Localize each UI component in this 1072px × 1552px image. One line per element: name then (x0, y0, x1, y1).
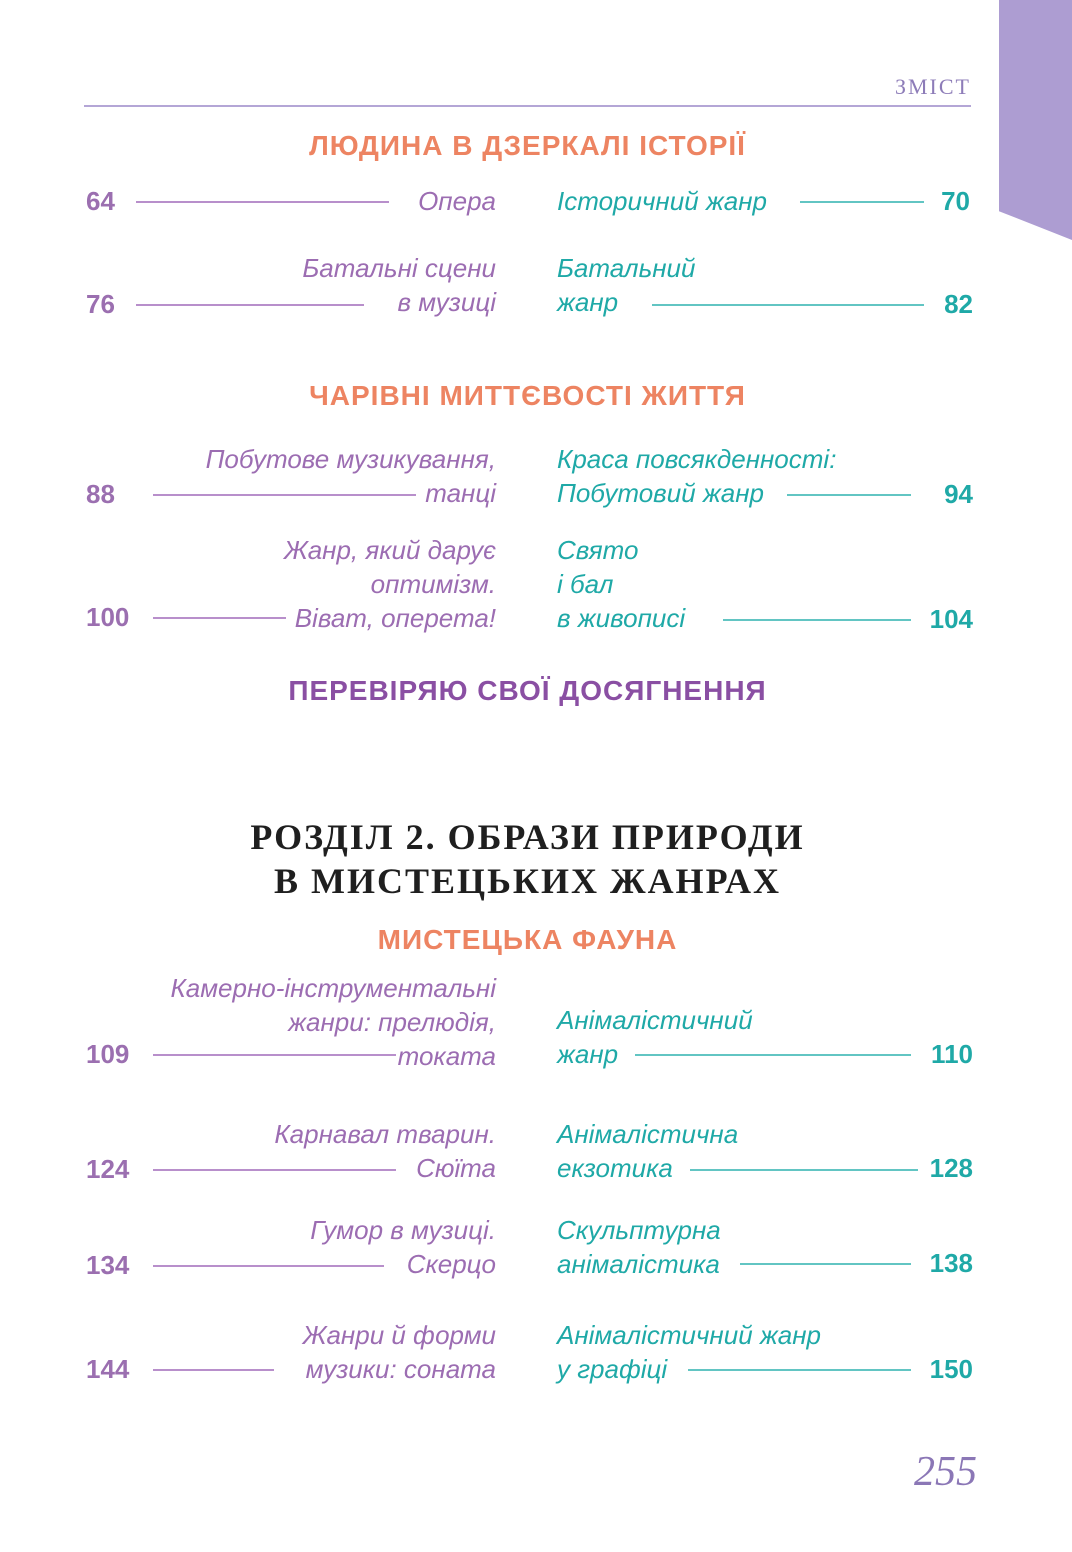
toc-entry-left[interactable]: Карнавал тварин. Сюїта (274, 1119, 496, 1183)
toc-leader-line (800, 201, 924, 203)
running-head: ЗМІСТ (894, 74, 971, 99)
toc-page-left[interactable]: 76 (86, 289, 115, 319)
toc-entry-right[interactable]: Анімалістичний жанр у графіці (557, 1320, 821, 1384)
toc-entry-left[interactable]: Батальні сцени в музиці (302, 253, 496, 317)
toc-page-left[interactable]: 88 (86, 479, 115, 509)
toc-entry-right[interactable]: Анімалістична екзотика (557, 1119, 739, 1183)
toc-page-right[interactable]: 94 (944, 479, 973, 509)
toc-entry-left[interactable]: Гумор в музиці. Скерцо (310, 1215, 496, 1279)
toc-leader-line (787, 494, 911, 496)
toc-entry-right[interactable]: Краса повсякденності: Побутовий жанр (557, 444, 837, 508)
header-rule (84, 105, 971, 107)
toc-page-left[interactable]: 124 (86, 1154, 130, 1184)
toc-leader-line (136, 201, 389, 203)
toc-entry-left[interactable]: Жанр, який дарує оптимізм. Віват, оперета! (283, 535, 496, 633)
toc-page-right[interactable]: 138 (929, 1248, 973, 1278)
toc-leader-line (153, 1369, 274, 1371)
toc-leader-line (153, 617, 286, 619)
toc-page-right[interactable]: 110 (931, 1039, 973, 1069)
chapter-title: РОЗДІЛ 2. ОБРАЗИ ПРИРОДИ В МИСТЕЦЬКИХ ЖАНРАХ (250, 817, 805, 901)
toc-leader-line (635, 1054, 911, 1056)
toc-leader-line (688, 1369, 911, 1371)
toc-entry-right[interactable]: Анімалістичний жанр (557, 1005, 753, 1069)
toc-entry-right[interactable]: Свято і бал в живописі (557, 535, 686, 633)
chapter-tab (999, 0, 1072, 240)
toc-entry-right[interactable]: Батальний жанр (557, 253, 696, 317)
toc-entry-left[interactable]: Камерно-інструментальні жанри: прелюдія, токата (170, 973, 496, 1071)
section-title: ЛЮДИНА В ДЗЕРКАЛІ ІСТОРІЇ (309, 130, 746, 161)
page-number: 255 (914, 1449, 977, 1495)
toc-page-right[interactable]: 150 (929, 1354, 973, 1384)
toc-page-right[interactable]: 128 (929, 1153, 973, 1183)
toc-leader-line (690, 1169, 918, 1171)
section-title: ЧАРІВНІ МИТТЄВОСТІ ЖИТТЯ (309, 380, 746, 411)
toc-entry-left[interactable]: Опера (418, 186, 496, 216)
toc-page-right[interactable]: 104 (929, 604, 973, 634)
toc-page-left[interactable]: 64 (86, 186, 115, 216)
toc-leader-line (723, 619, 911, 621)
toc-leader-line (652, 304, 924, 306)
toc-page-right[interactable]: 82 (944, 289, 973, 319)
toc-entry-left[interactable]: Жанри й форми музики: соната (302, 1320, 496, 1384)
toc-page-left[interactable]: 144 (86, 1354, 130, 1384)
toc-page-left[interactable]: 109 (86, 1039, 130, 1069)
toc-leader-line (740, 1263, 911, 1265)
section-title[interactable]: ПЕРЕВІРЯЮ СВОЇ ДОСЯГНЕННЯ (288, 675, 767, 706)
toc-page-left[interactable]: 100 (86, 602, 130, 632)
toc-entry-right[interactable]: Скульптурна анімалістика (557, 1215, 721, 1279)
toc-page-right[interactable]: 70 (941, 186, 970, 216)
toc-entry-right[interactable]: Історичний жанр (557, 186, 767, 216)
toc-entry-left[interactable]: Побутове музикування, танці (205, 444, 496, 508)
section-title: МИСТЕЦЬКА ФАУНА (377, 924, 678, 955)
toc-page-left[interactable]: 134 (86, 1250, 130, 1280)
